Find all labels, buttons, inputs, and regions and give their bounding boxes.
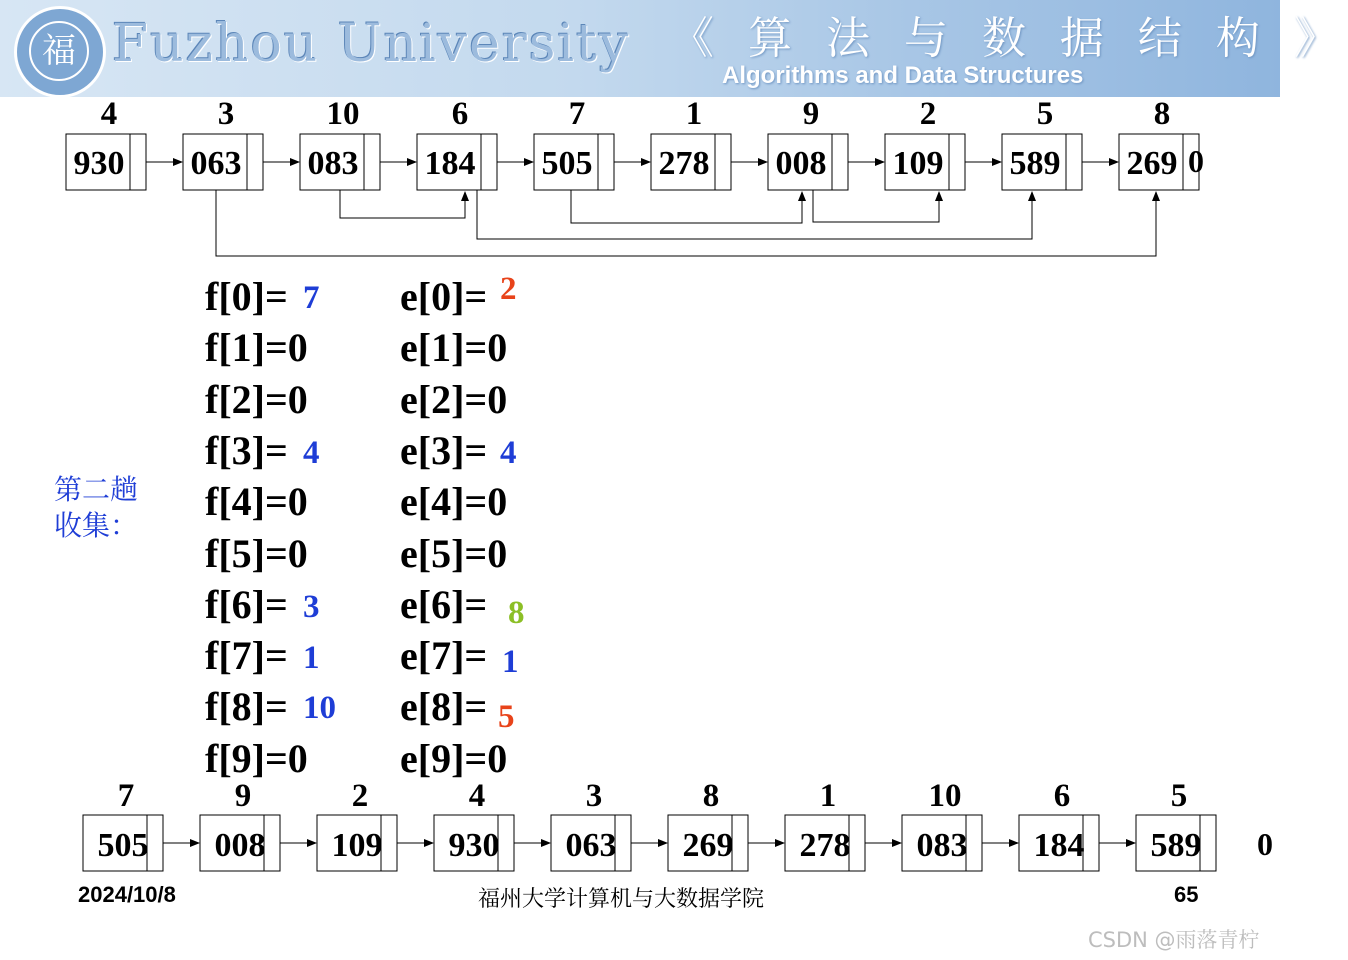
top-node-index: 9 <box>802 96 820 132</box>
node-value: 008 <box>775 145 827 182</box>
bottom-node-index: 5 <box>1170 778 1188 814</box>
top-node-index: 4 <box>100 96 118 132</box>
top-end-marker: 0 <box>1188 143 1204 179</box>
front-entry-label: f[6]= <box>205 581 288 627</box>
university-name: Fuzhou University <box>112 14 631 74</box>
bottom-linked-list <box>83 778 1273 871</box>
page-number: 65 <box>1174 882 1199 907</box>
top-node-index: 8 <box>1153 96 1171 132</box>
bottom-node <box>1019 815 1099 871</box>
top-node <box>768 134 848 190</box>
course-title-en: Algorithms and Data Structures <box>722 62 1084 89</box>
bottom-node-index: 3 <box>585 778 603 814</box>
end-entry-label: e[0]= <box>400 274 488 319</box>
top-node-index: 5 <box>1036 96 1054 132</box>
front-entry-value: 7 <box>303 280 320 316</box>
bottom-node <box>785 815 865 871</box>
top-node-index: 7 <box>568 96 586 132</box>
end-entry-label: e[2]=0 <box>400 376 508 422</box>
node-value: 505 <box>541 145 593 182</box>
node-value: 083 <box>916 827 968 864</box>
top-node <box>1119 134 1204 190</box>
top-node <box>183 134 263 190</box>
end-entry-value: 5 <box>498 699 515 736</box>
end-entry-label: e[5]=0 <box>400 530 508 576</box>
bottom-node-index: 1 <box>819 778 837 814</box>
node-value: 083 <box>307 145 359 182</box>
top-node-index: 6 <box>451 96 469 132</box>
logo-char: 福 <box>29 21 89 81</box>
bottom-node-index: 10 <box>928 778 962 814</box>
front-entry-label: f[3]= <box>205 427 288 473</box>
front-entry-value: 10 <box>303 690 336 727</box>
bottom-node <box>1136 815 1273 871</box>
end-entry-label: e[7]= <box>400 633 488 679</box>
node-value: 589 <box>1150 827 1202 864</box>
queue-link-arrow <box>571 190 802 223</box>
end-entry-label: e[3]= <box>400 427 488 473</box>
footer-school: 福州大学计算机与大数据学院 <box>478 887 765 912</box>
bottom-node-index: 8 <box>702 778 720 814</box>
end-entry-label: e[4]=0 <box>400 479 508 525</box>
node-value: 008 <box>214 827 266 864</box>
queue-link-arrow <box>340 190 465 218</box>
bottom-node-index: 4 <box>468 778 486 814</box>
top-node <box>300 134 380 190</box>
end-entry-label: e[8]= <box>400 684 488 730</box>
end-entry-label: e[6]= <box>400 581 488 627</box>
front-entry-label: f[8]= <box>205 684 288 730</box>
bottom-node-index: 6 <box>1053 778 1071 814</box>
bottom-node-index: 9 <box>234 778 252 814</box>
bottom-end-marker: 0 <box>1257 826 1273 862</box>
node-value: 184 <box>424 145 476 182</box>
end-entry-label: e[9]=0 <box>400 735 508 781</box>
front-entry-label: f[0]= <box>205 274 288 319</box>
node-value: 269 <box>682 827 734 864</box>
node-value: 589 <box>1009 145 1061 182</box>
top-node <box>885 134 965 190</box>
pass-label-line-1: 第二趟 <box>54 473 139 506</box>
queue-link-arrow <box>813 190 939 222</box>
queue-link-arrow <box>477 190 1032 239</box>
top-node <box>417 134 497 190</box>
node-value: 505 <box>97 827 149 864</box>
front-entry-label: f[5]=0 <box>205 530 308 576</box>
top-node-index: 10 <box>326 96 360 132</box>
top-node <box>1002 134 1082 190</box>
bottom-node <box>434 815 514 871</box>
top-node <box>651 134 731 190</box>
top-node <box>66 134 146 190</box>
watermark: CSDN @雨落青柠 <box>1088 928 1260 952</box>
front-entry-label: f[4]=0 <box>205 479 308 525</box>
node-value: 269 <box>1126 145 1178 182</box>
front-entry-label: f[1]=0 <box>205 325 308 371</box>
end-entry-value: 8 <box>508 594 525 631</box>
node-value: 278 <box>658 145 710 182</box>
course-title-cn: 《 算 法 与 数 据 结 构 》 <box>670 13 1348 64</box>
bottom-node <box>551 815 631 871</box>
end-entry-value: 4 <box>500 434 517 471</box>
node-value: 278 <box>799 827 851 864</box>
node-value: 109 <box>892 145 944 182</box>
bottom-node <box>668 815 748 871</box>
node-value: 109 <box>331 827 383 864</box>
front-entry-label: f[7]= <box>205 633 288 679</box>
bottom-node-index: 7 <box>117 778 135 814</box>
node-value: 930 <box>73 145 125 182</box>
bottom-node <box>83 815 163 871</box>
end-entry-value: 1 <box>502 644 519 681</box>
end-entry-value: 2 <box>500 271 517 307</box>
top-node <box>534 134 614 190</box>
front-entry-value: 3 <box>303 588 320 625</box>
top-node-index: 1 <box>685 96 703 132</box>
node-value: 184 <box>1033 827 1085 864</box>
pass-label-line-2: 收集： <box>54 509 139 542</box>
front-entry-value: 1 <box>303 640 320 677</box>
bottom-node <box>317 815 397 871</box>
front-entry-label: f[9]=0 <box>205 735 308 781</box>
footer-date: 2024/10/8 <box>78 882 176 907</box>
bottom-node <box>902 815 982 871</box>
top-node-index: 3 <box>217 96 235 132</box>
node-value: 930 <box>448 827 500 864</box>
front-entry-label: f[2]=0 <box>205 376 308 422</box>
front-entry-value: 4 <box>303 434 320 471</box>
bottom-node-index: 2 <box>351 778 369 814</box>
node-value: 063 <box>565 827 617 864</box>
top-linked-list <box>66 96 1204 256</box>
end-entry-label: e[1]=0 <box>400 325 508 371</box>
node-value: 063 <box>190 145 242 182</box>
bottom-node <box>200 815 280 871</box>
pass-label <box>54 472 138 544</box>
top-node-index: 2 <box>919 96 937 132</box>
